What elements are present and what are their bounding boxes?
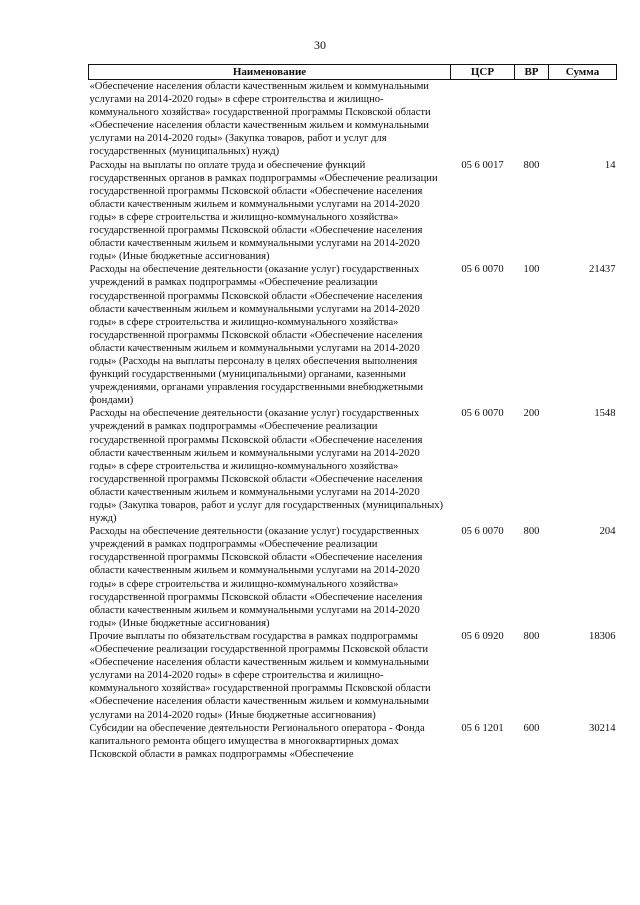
row-csr: 05 6 0070 (461, 264, 504, 276)
budget-table (88, 64, 617, 761)
table-row (89, 722, 617, 761)
row-sum: 1548 (594, 408, 616, 420)
row-vr: 800 (523, 159, 540, 171)
row-name: Расходы на обеспечение деятельности (оказание услуг) государственных учреждений в рамках подпрограммы «Обеспечение реализации государственной программы Псковской области «Обеспечение населения области качественным жильем и коммунальными услугами на 2014-2020 годы» в сфере строительства и жилищно-коммунального хозяйства» государственной программы Псковской области «Обеспечение населения области качественным жильем и коммунальными услугами на 2014-2020 годы» (Расходы на выплаты персоналу в целях обеспечения выполнения функций государственными (муниципальными) органами, казенными учреждениями, органами управления государственными внебюджетными фондами) (89, 264, 424, 407)
row-name: «Обеспечение населения области качественным жильем и коммунальными услугами на 2014-2020 годы» в сфере строительства и жилищно-коммунального хозяйства» государственной программы Псковской области «Обеспечение населения области качественным жильем и коммунальными услугами на 2014-2020 годы» (Закупка товаров, работ и услуг для государственных (муниципальных) нужд) (89, 81, 431, 158)
row-csr: 05 6 0017 (461, 159, 504, 171)
table-row (89, 80, 617, 159)
table-header-row (89, 65, 617, 80)
header-name: Наименование (89, 65, 451, 80)
header-sum: Сумма (549, 65, 617, 80)
row-name: Расходы на выплаты по оплате труда и обеспечение функций государственных органов в рамках подпрограммы «Обеспечение реализации государственной программы Псковской области «Обеспечение населения области качественным жильем и коммунальными услугами на 2014-2020 годы» в сфере строительства и жилищно-коммунального хозяйства» государственной программы Псковской области «Обеспечение населения области качественным жильем и коммунальными услугами на 2014-2020 годы» (Иные бюджетные ассигнования) (89, 159, 438, 263)
row-sum: 18306 (589, 630, 616, 642)
row-vr (515, 80, 549, 159)
row-vr: 800 (523, 630, 540, 642)
table-row (89, 159, 617, 264)
row-csr: 05 6 0070 (461, 408, 504, 420)
row-sum: 204 (599, 526, 616, 538)
row-name: Субсидии на обеспечение деятельности Регионального оператора - Фонда капитального ремонта общего имущества в многоквартирных домах Псковской области в рамках подпрограммы «Обеспечение (89, 722, 425, 760)
row-sum (549, 80, 617, 159)
header-csr: ЦСР (451, 65, 515, 80)
row-vr: 200 (523, 408, 540, 420)
row-sum: 14 (604, 159, 616, 171)
row-sum: 21437 (589, 264, 616, 276)
table-row (89, 263, 617, 407)
table-row (89, 407, 617, 525)
row-csr: 05 6 0920 (461, 630, 504, 642)
row-csr: 05 6 1201 (461, 722, 504, 734)
table-row (89, 525, 617, 630)
row-name: Расходы на обеспечение деятельности (оказание услуг) государственных учреждений в рамках подпрограммы «Обеспечение реализации государственной программы Псковской области «Обеспечение населения области качественным жильем и коммунальными услугами на 2014-2020 годы» в сфере строительства и жилищно-коммунального хозяйства» государственной программы Псковской области «Обеспечение населения области качественным жильем и коммунальными услугами на 2014-2020 годы» (Закупка товаров, работ и услуг для государственных (муниципальных) нужд) (89, 408, 444, 525)
row-vr: 800 (523, 526, 540, 538)
row-csr: 05 6 0070 (461, 526, 504, 538)
row-sum: 30214 (589, 722, 616, 734)
row-csr (451, 80, 515, 159)
row-vr: 600 (523, 722, 540, 734)
row-name: Прочие выплаты по обязательствам государства в рамках подпрограммы «Обеспечение реализации государственной программы Псковской области «Обеспечение населения области качественным жильем и коммунальными услугами на 2014-2020 годы» в сфере строительства и жилищно-коммунального хозяйства» государственной программы Псковской области «Обеспечение населения области качественным жильем и коммунальными услугами на 2014-2020 годы» (Иные бюджетные ассигнования) (89, 630, 431, 721)
header-vr: ВР (515, 65, 549, 80)
row-name: Расходы на обеспечение деятельности (оказание услуг) государственных учреждений в рамках подпрограммы «Обеспечение реализации государственной программы Псковской области «Обеспечение населения области качественным жильем и коммунальными услугами на 2014-2020 годы» в сфере строительства и жилищно-коммунального хозяйства» государственной программы Псковской области «Обеспечение населения области качественным жильем и коммунальными услугами на 2014-2020 годы» (Иные бюджетные ассигнования) (89, 526, 423, 629)
page-number: 30 (314, 38, 326, 52)
row-vr: 100 (523, 264, 540, 276)
table-row (89, 630, 617, 722)
